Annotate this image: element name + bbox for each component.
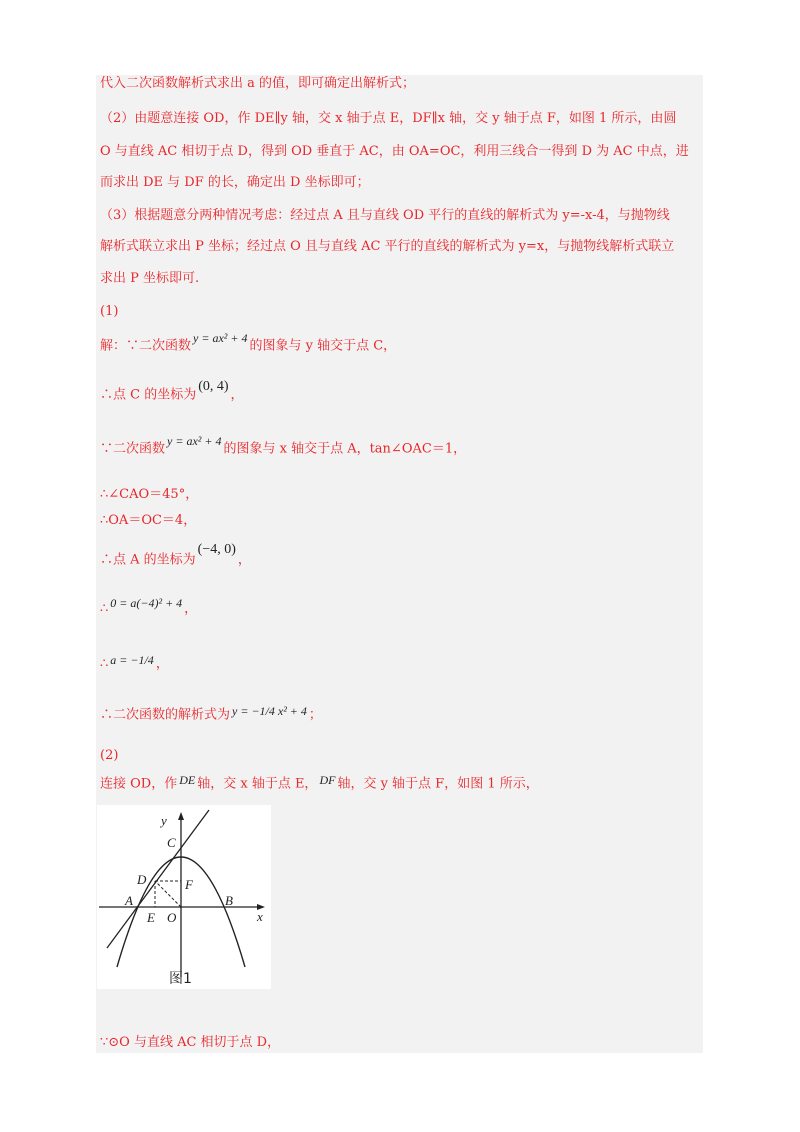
step-1	[100, 331, 397, 356]
step-8-text-a: ∴	[100, 656, 109, 672]
step-3-text-b: 的图象与 x 轴交于点 A，tan∠OAC＝1，	[223, 441, 467, 457]
step-10-formula-df: DF	[319, 773, 336, 787]
label-x: x	[257, 909, 263, 924]
label-f: F	[185, 877, 193, 892]
step-1-text-b: 的图象与 y 轴交于点 C，	[249, 338, 397, 354]
step-9	[100, 706, 322, 725]
step-8-formula: a = −1/4	[110, 653, 154, 667]
step-7-text-a: ∴	[100, 601, 109, 617]
step-9-text-a: ∴二次函数的解析式为	[100, 707, 231, 723]
step-5: ∴OA＝OC＝4，	[100, 513, 197, 528]
line-5: （3）根据题意分两种情况考虑：经过点 A 且与直线 OD 平行的直线的解析式为 y=-x-4，与抛物线	[100, 208, 670, 223]
label-y: y	[161, 813, 167, 828]
step-3-text-a: ∵二次函数	[100, 441, 166, 457]
step-1-formula: y = ax² + 4	[193, 331, 248, 345]
line-2: （2）由题意连接 OD，作 DE∥y 轴，交 x 轴于点 E，DF∥x 轴，交 y 轴于点 F，如图 1 所示，由圆	[100, 111, 677, 126]
part-2-label: (2)	[100, 748, 119, 763]
segment-od	[155, 881, 181, 907]
step-7-text-b: ，	[184, 601, 198, 617]
step-11: ∵⊙O 与直线 AC 相切于点 D，	[100, 1035, 281, 1050]
label-d: D	[137, 872, 147, 887]
y-axis-arrow-icon	[178, 812, 184, 820]
figure-caption: 图1	[169, 971, 192, 987]
label-o: O	[167, 910, 177, 925]
step-9-text-b: ；	[308, 707, 322, 723]
step-7-formula: 0 = a(−4)² + 4	[110, 596, 183, 610]
line-ac	[107, 810, 209, 948]
step-9-formula: y = −1/4 x² + 4	[232, 704, 307, 718]
step-10-text-c: 轴，交 y 轴于点 F，如图 1 所示，	[337, 776, 539, 792]
step-2-text-b: ，	[230, 387, 244, 403]
step-6	[100, 542, 251, 570]
step-10-formula-de: DE	[179, 773, 196, 787]
step-3	[100, 434, 467, 459]
label-c: C	[167, 835, 176, 850]
step-6-formula: (−4, 0)	[197, 542, 236, 557]
step-6-text-b: ，	[237, 552, 251, 568]
label-e: E	[147, 910, 155, 925]
line-7: 求出 P 坐标即可.	[100, 271, 200, 286]
step-6-text-a: ∴点 A 的坐标为	[100, 552, 196, 568]
figure-1-diagram	[97, 805, 271, 989]
step-8	[100, 655, 169, 674]
label-b: B	[225, 893, 233, 908]
step-10-text-a: 连接 OD，作	[100, 776, 178, 792]
step-8-text-b: ，	[155, 656, 169, 672]
line-4: 而求出 DE 与 DF 的长，确定出 D 坐标即可；	[100, 175, 370, 190]
step-2-text-a: ∴点 C 的坐标为	[100, 387, 197, 403]
line-3: O 与直线 AC 相切于点 D，得到 OD 垂直于 AC，由 OA=OC，利用三线合一得到 D 为 AC 中点，进	[100, 144, 689, 159]
step-4: ∴∠CAO＝45°，	[100, 487, 199, 502]
step-1-text-a: 解：∵二次函数	[100, 338, 192, 354]
step-2-formula: (0, 4)	[198, 379, 229, 394]
label-a: A	[125, 893, 133, 908]
step-10-text-b: 轴，交 x 轴于点 E，	[197, 776, 318, 792]
part-1-label: (1)	[100, 304, 119, 319]
line-6: 解析式联立求出 P 坐标；经过点 O 且与直线 AC 平行的直线的解析式为 y=x，与抛物线解析式联立	[100, 239, 675, 254]
step-2	[100, 379, 244, 405]
line-1: 代入二次函数解析式求出 a 的值，即可确定出解析式；	[100, 76, 416, 91]
step-7	[100, 596, 198, 619]
figure-1	[97, 805, 271, 989]
step-3-formula: y = ax² + 4	[167, 434, 222, 448]
step-10	[100, 775, 539, 794]
